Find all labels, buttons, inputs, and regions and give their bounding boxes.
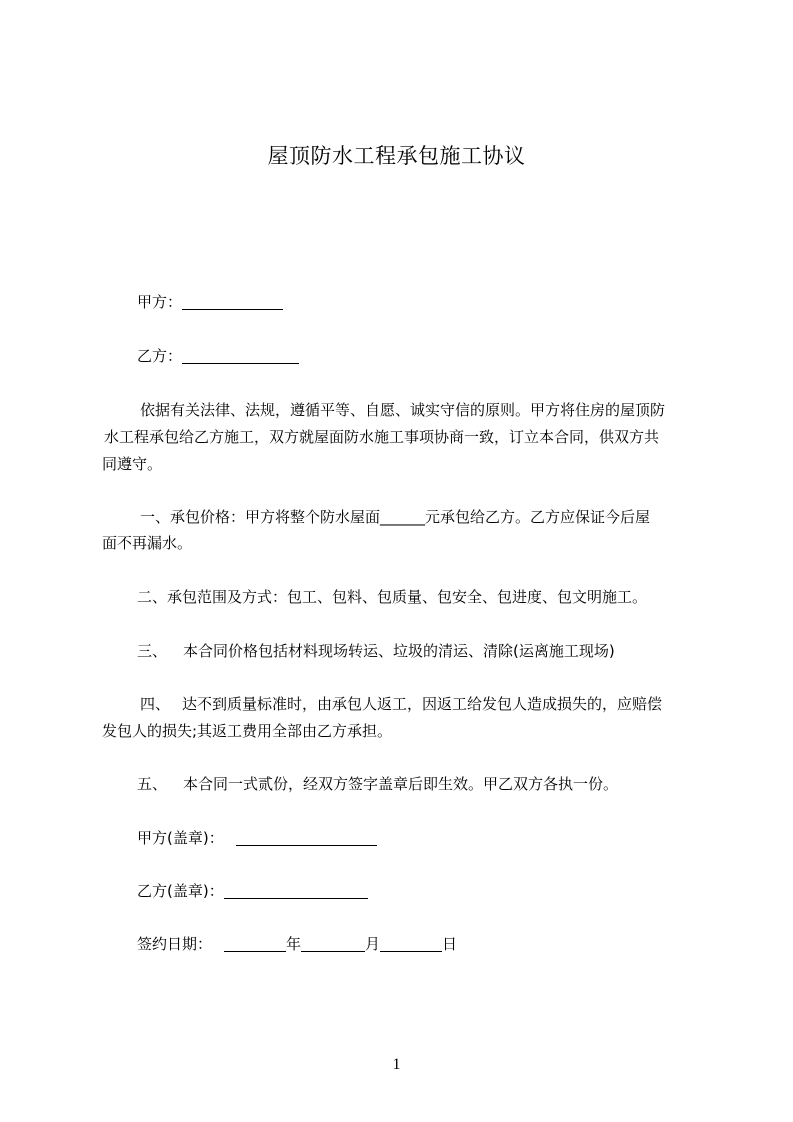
intro-line-3: 同遵守。 xyxy=(102,455,163,473)
party-b-label: 乙方： xyxy=(137,347,183,365)
sign-party-a-label: 甲方(盖章)： xyxy=(137,829,224,847)
clause-4-line-2: 发包人的损失;其返工费用全部由乙方承担。 xyxy=(102,722,393,740)
clause-1-text-b: 元承包给乙方。乙方应保证今后屋 xyxy=(425,508,651,526)
party-a-label: 甲方： xyxy=(137,293,183,311)
clause-3 xyxy=(137,640,615,661)
clause-5-text: 本合同一式贰份，经双方签字盖章后即生效。甲乙双方各执一份。 xyxy=(183,775,619,793)
sign-party-b-blank xyxy=(224,883,368,899)
sign-party-a xyxy=(137,827,377,848)
date-month-blank xyxy=(301,936,365,952)
document-title: 屋顶防水工程承包施工协议 xyxy=(267,144,526,168)
clause-4-text: 达不到质量标准时，由承包人返工，因返工给发包人造成损失的，应赔偿 xyxy=(182,695,663,713)
sign-party-a-blank xyxy=(236,830,377,846)
page-number: 1 xyxy=(392,1056,401,1073)
party-b-blank xyxy=(182,348,299,364)
party-a-blank xyxy=(182,294,283,310)
clause-5-number: 五、 xyxy=(137,775,168,793)
intro-line-2: 水工程承包给乙方施工，双方就屋面防水施工事项协商一致，订立本合同，供双方共 xyxy=(104,428,660,446)
clause-1-text-a: 一、承包价格：甲方将整个防水屋面 xyxy=(140,508,381,526)
sign-party-b-label: 乙方(盖章)： xyxy=(137,882,224,900)
intro-line-1: 依据有关法律、法规，遵循平等、自愿、诚实守信的原则。甲方将住房的屋顶防 xyxy=(140,401,666,419)
clause-5 xyxy=(137,773,618,794)
date-day-blank xyxy=(380,936,442,952)
clause-1-line-1 xyxy=(140,506,650,527)
party-a-line xyxy=(137,291,283,312)
clause-1-price-blank: ______ xyxy=(380,508,426,526)
clause-3-text: 本合同价格包括材料现场转运、垃圾的清运、清除(运离施工现场) xyxy=(183,642,615,660)
sign-date xyxy=(137,933,457,954)
party-b-line xyxy=(137,345,299,366)
clause-1-line-2: 面不再漏水。 xyxy=(102,534,193,552)
date-day-label: 日 xyxy=(442,935,458,953)
sign-date-label: 签约日期： xyxy=(137,935,213,953)
date-year-label: 年 xyxy=(286,935,302,953)
clause-4-line-1 xyxy=(140,693,662,714)
clause-3-number: 三、 xyxy=(137,642,168,660)
sign-party-b xyxy=(137,880,368,901)
date-year-blank xyxy=(224,936,286,952)
clause-2: 二、承包范围及方式：包工、包料、包质量、包安全、包进度、包文明施工。 xyxy=(137,588,648,606)
clause-4-number: 四、 xyxy=(140,695,171,713)
date-month-label: 月 xyxy=(365,935,381,953)
